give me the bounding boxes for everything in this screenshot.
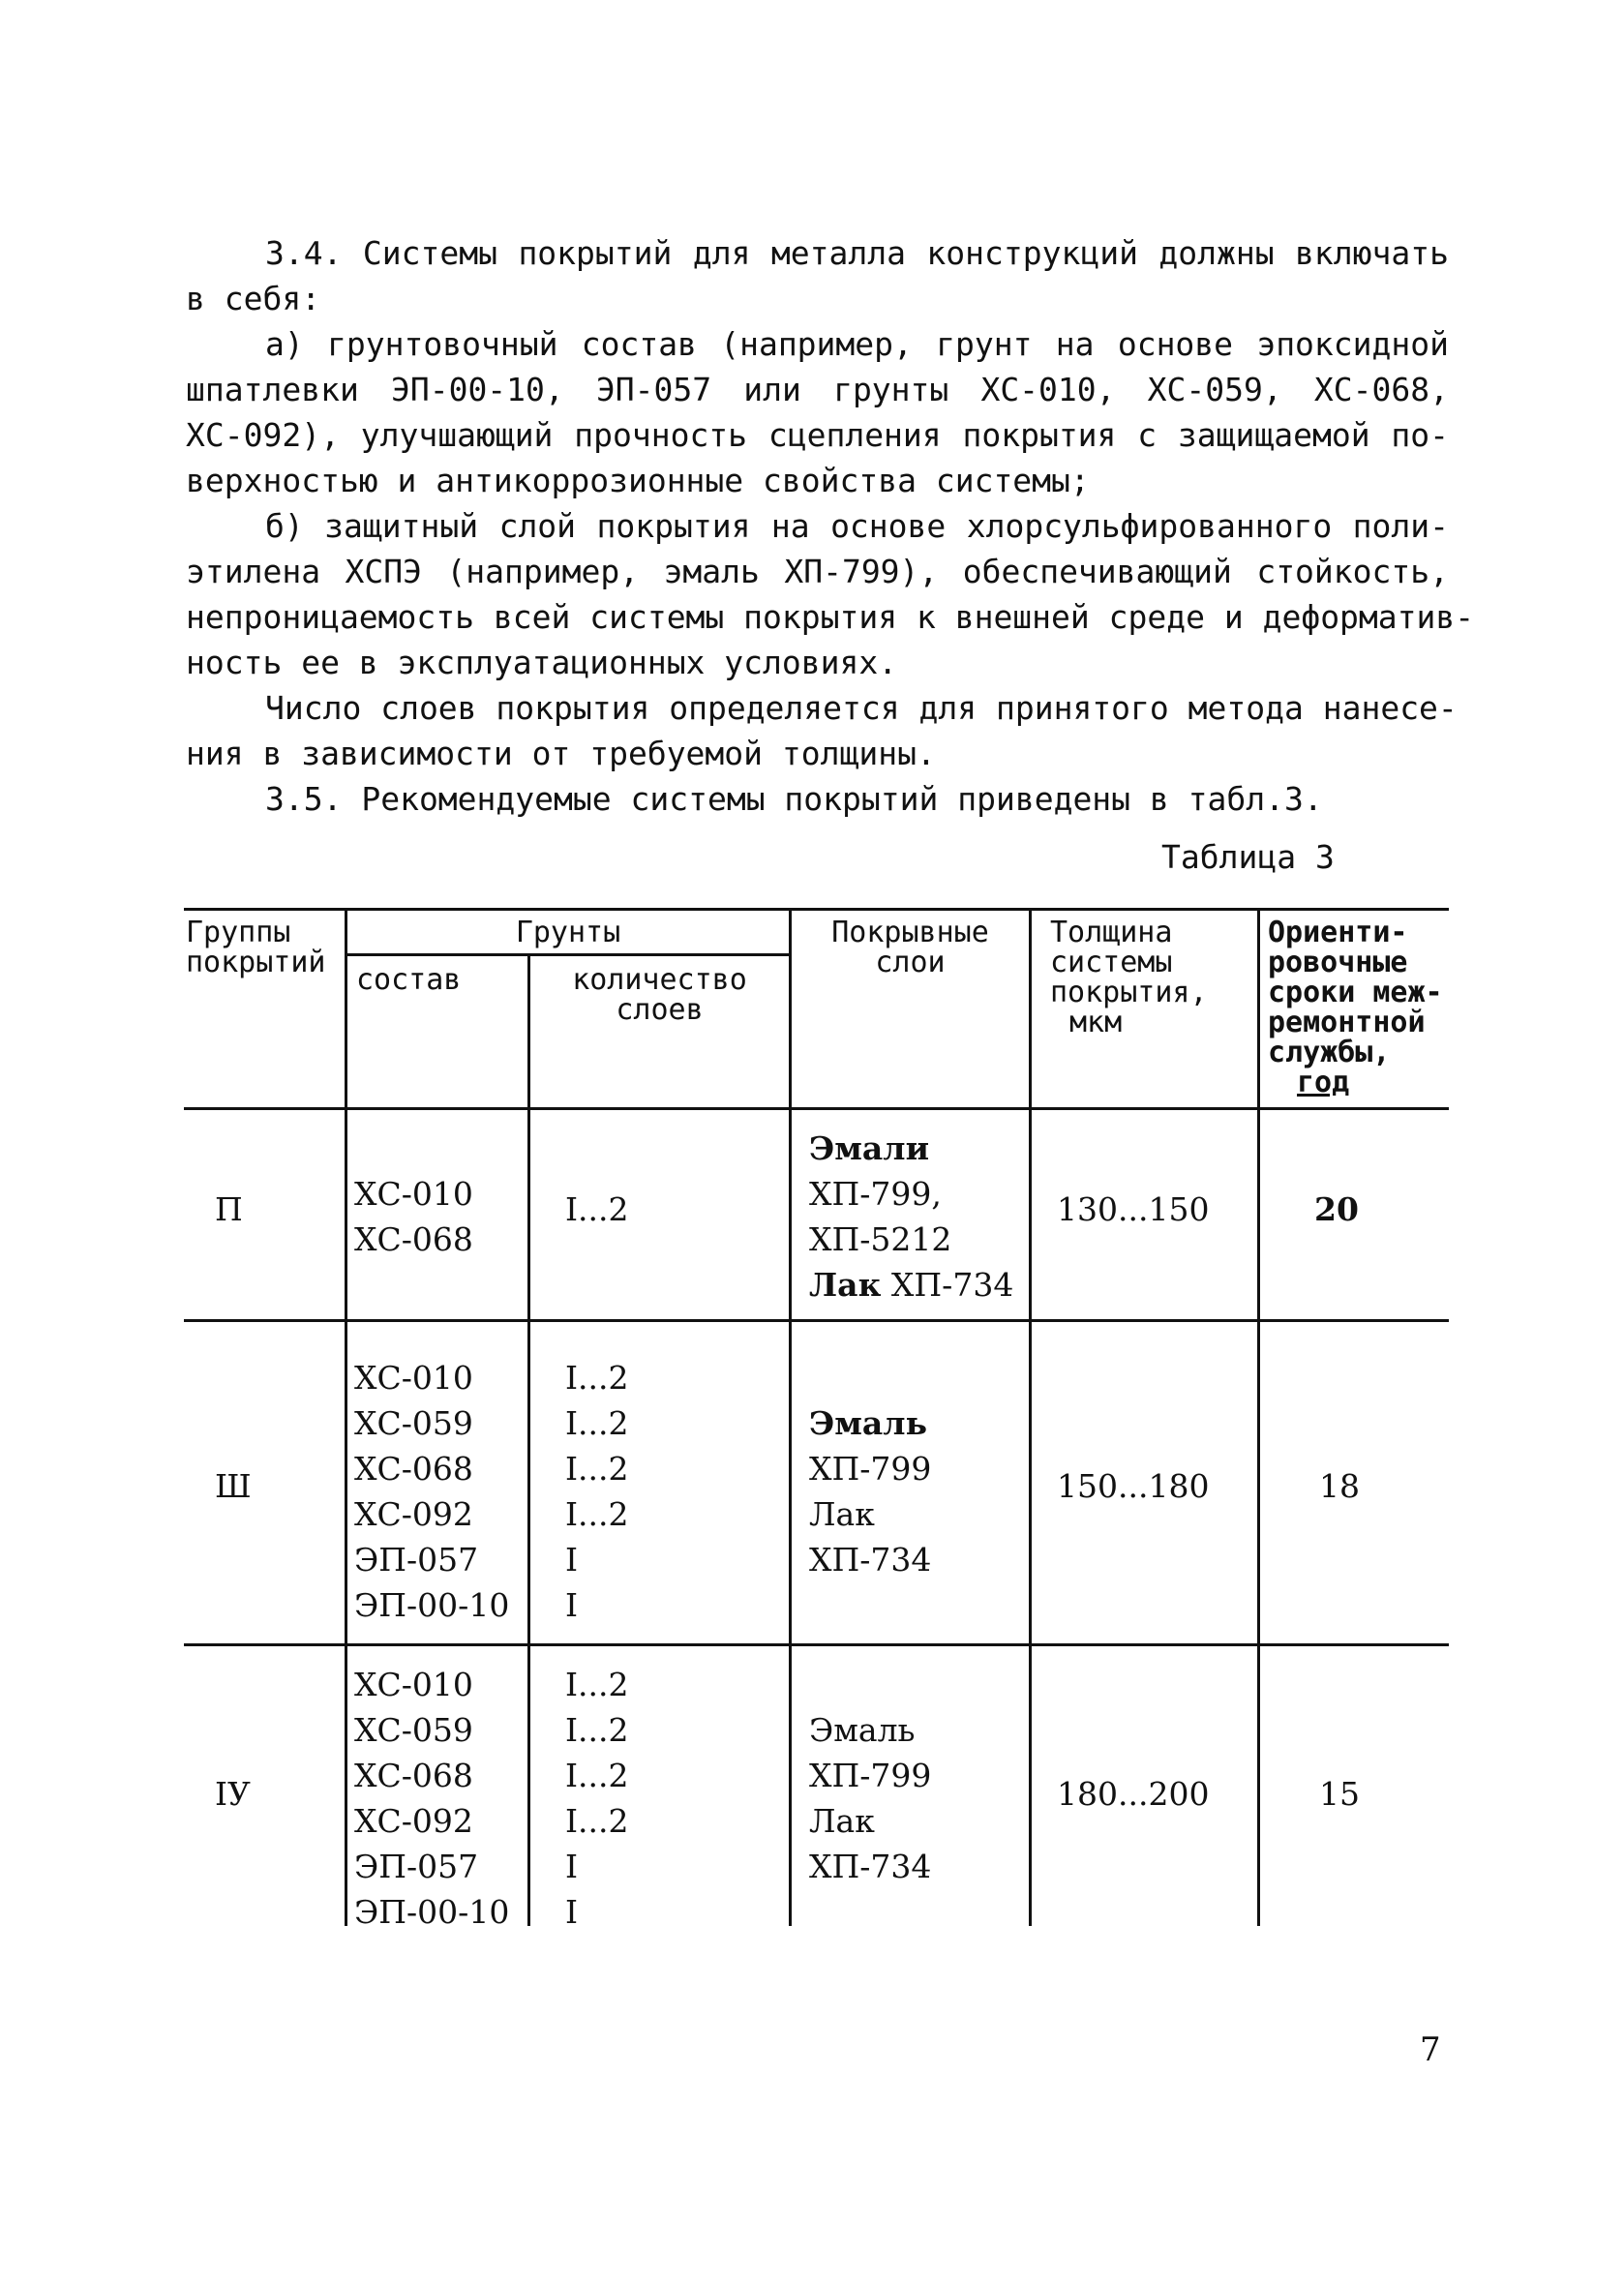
- header-text: ровочные: [1268, 946, 1408, 979]
- row-service: 20: [1314, 1190, 1359, 1228]
- header-text: количество: [572, 963, 747, 997]
- row-thickness: 130...150: [1057, 1190, 1210, 1228]
- cell-text: I...2: [565, 1404, 629, 1442]
- column-divider: [1029, 908, 1032, 1926]
- row-thickness: 180...200: [1057, 1775, 1210, 1813]
- cell-text: ЭП-00-10: [354, 1586, 510, 1624]
- text-line: 3.4. Системы покрытий для металла конструкций должны включать: [265, 234, 1449, 272]
- cell-text: [809, 1262, 1013, 1308]
- cell-text: ХС-092: [354, 1495, 473, 1533]
- cell-text: Лак: [809, 1266, 882, 1304]
- cell-text: ХП-799: [809, 1450, 932, 1488]
- cell-text: ХП-734: [809, 1541, 932, 1579]
- text-line: в себя:: [186, 280, 321, 317]
- column-divider: [789, 908, 792, 1926]
- cell-text: ЭП-057: [354, 1541, 479, 1579]
- header-text: ремонтной: [1268, 1006, 1426, 1039]
- text-line: ХС-092), улучшающий прочность сцепления покрытия с защищаемой по-: [186, 416, 1449, 454]
- row-layers: [565, 1355, 629, 1628]
- cell-text: ХС-059: [354, 1404, 473, 1442]
- row-service: 15: [1319, 1775, 1360, 1813]
- cell-text: I: [565, 1541, 579, 1579]
- row-group: П: [215, 1190, 243, 1228]
- header-text: Ориенти-: [1268, 916, 1408, 949]
- header-text: мкм: [1069, 1006, 1123, 1039]
- cell-text: ХС-092: [354, 1802, 473, 1840]
- text-line: 3.5. Рекомендуемые системы покрытий приведены в табл.3.: [265, 780, 1323, 818]
- row-topcoats: [809, 1707, 931, 1889]
- table-caption: Таблица 3: [1161, 838, 1335, 876]
- cell-text: I...2: [565, 1666, 629, 1703]
- cell-text: ХП-5212: [809, 1220, 952, 1258]
- text-line: а) грунтовочный состав (например, грунт на основе эпоксидной: [265, 325, 1449, 363]
- cell-text: I...2: [565, 1802, 629, 1840]
- text-line: б) защитный слой покрытия на основе хлорсульфированного поли-: [265, 507, 1449, 545]
- cell-text: ХС-059: [354, 1711, 473, 1749]
- row-thickness: 150...180: [1057, 1467, 1210, 1505]
- cell-text: ХС-010: [354, 1359, 473, 1397]
- cell-text: I: [565, 1848, 579, 1885]
- cell-text: I: [565, 1586, 579, 1624]
- cell-text: Лак: [809, 1495, 875, 1533]
- header-layers: [530, 965, 789, 1025]
- row-topcoats: [809, 1400, 931, 1582]
- header-thickness: [1050, 917, 1208, 1038]
- text-line: непроницаемость всей системы покрытия к внешней среде и деформатив-: [186, 598, 1475, 636]
- cell-text: ХС-068: [354, 1450, 473, 1488]
- cell-text: ХП-734: [890, 1266, 1014, 1304]
- header-text: Группы: [186, 916, 291, 949]
- cell-text: Эмали: [809, 1129, 930, 1167]
- cell-text: Эмаль: [809, 1711, 916, 1749]
- text-line: верхностью и антикоррозионные свойства системы;: [186, 462, 1090, 499]
- cell-text: I...2: [565, 1757, 629, 1794]
- header-text: слоев: [616, 993, 704, 1027]
- cell-text: ХП-734: [809, 1848, 932, 1885]
- column-divider: [1257, 908, 1260, 1926]
- text-line: шпатлевки ЭП-00-10, ЭП-057 или грунты ХС-010, ХС-059, ХС-068,: [186, 371, 1449, 408]
- cell-text: ЭП-057: [354, 1848, 479, 1885]
- row-layers: I...2: [565, 1190, 629, 1228]
- cell-text: ХС-010: [354, 1666, 473, 1703]
- header-groups: [186, 917, 326, 978]
- header-text: слои: [875, 946, 946, 979]
- cell-text: Эмаль: [809, 1404, 927, 1442]
- header-text: покрытия,: [1050, 976, 1208, 1009]
- column-divider: [345, 908, 347, 1926]
- header-text: сроки меж-: [1268, 976, 1443, 1009]
- header-composition: состав: [356, 963, 462, 997]
- header-primers: Грунты: [515, 916, 621, 949]
- header-text: Толщина: [1050, 916, 1173, 949]
- cell-text: ХП-799: [809, 1757, 932, 1794]
- header-text: службы,: [1268, 1036, 1391, 1069]
- page-number: 7: [1420, 2030, 1441, 2069]
- cell-text: ХС-010: [354, 1175, 473, 1213]
- row-topcoats: [809, 1126, 1013, 1308]
- cell-text: Лак: [809, 1802, 875, 1840]
- header-text: покрытий: [186, 946, 326, 979]
- cell-text: I...2: [565, 1359, 629, 1397]
- cell-text: I...2: [565, 1450, 629, 1488]
- cell-text: ХС-068: [354, 1220, 473, 1258]
- column-divider: [527, 953, 530, 1926]
- header-text: системы: [1050, 946, 1173, 979]
- row-group: IУ: [215, 1775, 251, 1813]
- text-line: Число слоев покрытия определяется для принятого метода нанесе-: [265, 689, 1458, 727]
- cell-text: I...2: [565, 1495, 629, 1533]
- header-text: Покрывные: [831, 916, 989, 949]
- cell-text: I...2: [565, 1711, 629, 1749]
- row-compositions: [354, 1662, 509, 1935]
- row-compositions: [354, 1171, 473, 1262]
- row-compositions: [354, 1355, 509, 1628]
- text-line: этилена ХСПЭ (например, эмаль ХП-799), обеспечивающий стойкость,: [186, 553, 1449, 590]
- row-layers: [565, 1662, 629, 1935]
- header-service: [1268, 917, 1443, 1098]
- cell-text: ЭП-00-10: [354, 1893, 510, 1931]
- cell-text: ХС-068: [354, 1757, 473, 1794]
- cell-text: I: [565, 1893, 579, 1931]
- header-topcoats: [792, 917, 1029, 978]
- primers-header-rule: [346, 953, 790, 956]
- cell-text: ХП-799,: [809, 1175, 942, 1213]
- header-text: год: [1297, 1066, 1350, 1099]
- text-line: ность ее в эксплуатационных условиях.: [186, 644, 898, 681]
- row-group: Ш: [215, 1467, 252, 1505]
- row-service: 18: [1319, 1467, 1360, 1505]
- text-line: ния в зависимости от требуемой толщины.: [186, 735, 936, 772]
